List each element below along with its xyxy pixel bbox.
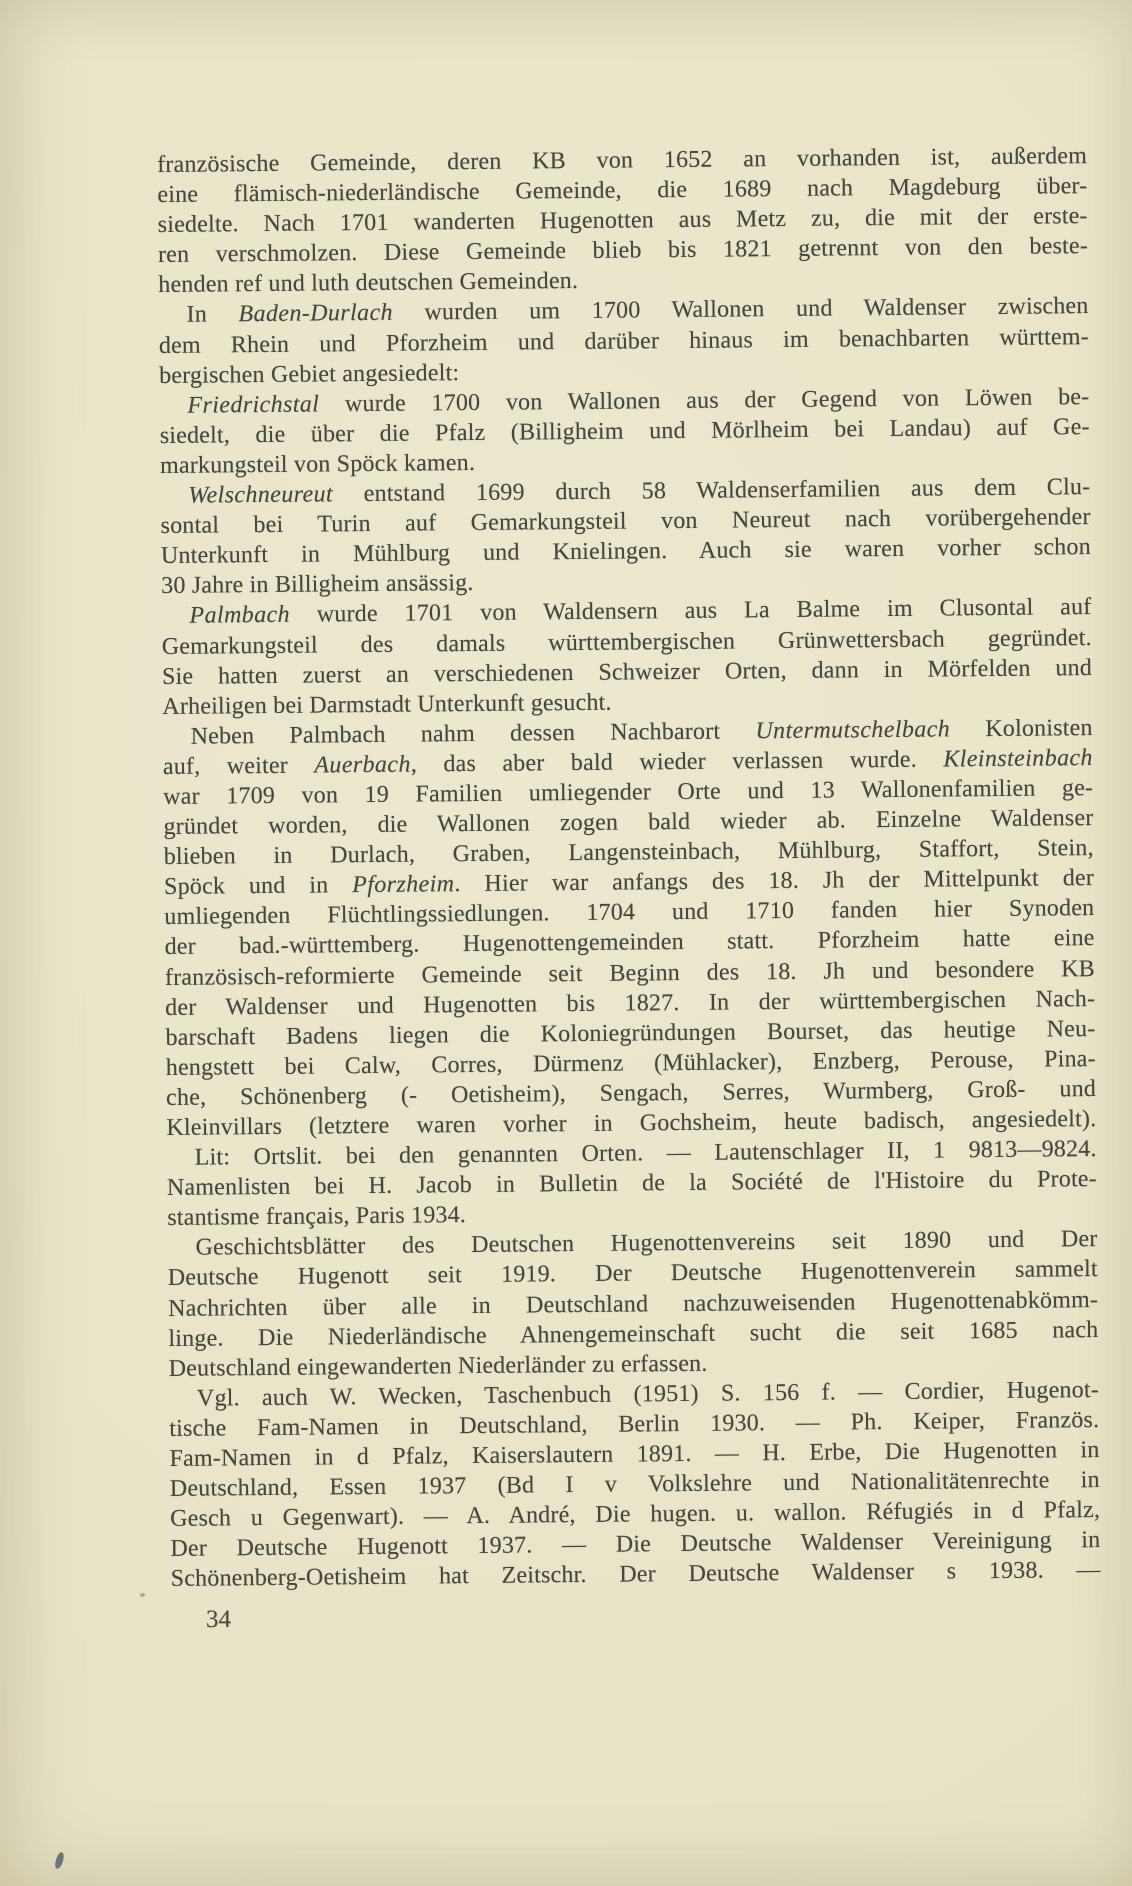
text-segment: Deutschland eingewanderten Niederländer zu erfassen. <box>168 1350 708 1382</box>
paragraph <box>161 592 1092 721</box>
paper-blemish <box>140 1593 145 1597</box>
text-segment: eine flämisch-niederländische Gemeinde, die 1689 nach Magdeburg über- <box>157 173 1088 209</box>
paragraph <box>162 713 1096 1143</box>
text-segment: hengstett bei Calw, Corres, Dürmenz (Mühlacker), Enzberg, Perouse, Pina- <box>165 1045 1096 1081</box>
text-segment: henden ref und luth deutschen Gemeinden. <box>158 268 579 299</box>
text-segment: Unterkunft in Mühlburg und Knielingen. Auch sie waren vorher schon <box>160 534 1091 570</box>
italic-text: Untermutschelbach <box>755 716 951 745</box>
text-segment: französisch-reformierte Gemeinde seit Beginn des 18. Jh und besondere KB <box>164 955 1096 991</box>
paragraph <box>167 1224 1098 1383</box>
page-number: 34 <box>206 1606 231 1633</box>
text-segment: markungsteil von Spöck kamen. <box>159 449 476 479</box>
text-segment: entstand 1699 durch 58 Waldenserfamilien aus dem Clu- <box>332 474 1091 508</box>
paragraph <box>158 292 1089 391</box>
text-segment: war 1709 von 19 Familien umliegender Orte und 13 Wallonenfamilien ge- <box>163 775 1094 810</box>
paragraph <box>167 1134 1098 1233</box>
text-segment: Deutschland, Essen 1937 (Bd I v Volkslehre und Nationalitätenrechte in <box>169 1467 1100 1503</box>
text-segment: Lit: Ortslit. bei den genannten Orten. — Lautenschlager II, 1 9813—9824. <box>194 1136 1097 1171</box>
paragraph <box>169 1375 1101 1595</box>
italic-text: Welschneureut <box>188 481 334 509</box>
text-segment: . Hier war anfangs des 18. Jh der Mittelpunkt der <box>454 865 1095 898</box>
text-segment: linge. Die Niederländische Ahnengemeinschaft sucht die seit 1685 nach <box>168 1316 1099 1352</box>
text-segment: auf, weiter <box>162 752 315 780</box>
text-segment: wurden um 1700 Wallonen und Waldenser zwischen <box>392 293 1089 327</box>
text-segment: Spöck und in <box>163 872 353 901</box>
text-segment: Deutsche Hugenott seit 1919. Der Deutsche Hugenottenverein sammelt <box>167 1256 1098 1292</box>
text-segment: umliegenden Flüchtlingssiedlungen. 1704 und 1710 fanden hier Synoden <box>164 895 1095 931</box>
italic-text: Baden-Durlach <box>238 300 394 328</box>
text-segment: siedelt, die über die Pfalz (Billigheim und Mörlheim bei Landau) auf Ge- <box>159 413 1090 449</box>
text-segment: Der Deutsche Hugenott 1937. — Die Deutsche Waldenser Vereinigung in <box>170 1527 1101 1563</box>
text-segment: 30 Jahre in Billigheim ansässig. <box>161 570 474 600</box>
text-segment: Kleinvillars (letztere waren vorher in Gochsheim, heute badisch, angesiedelt). <box>166 1106 1097 1141</box>
text-segment: Sie hatten zuerst an verschiedenen Schweizer Orten, dann in Mörfelden und <box>161 654 1093 690</box>
text-segment: che, Schönenberg (- Oetisheim), Sengach, Serres, Wurmberg, Groß- und <box>165 1075 1097 1111</box>
text-segment: bergischen Gebiet angesiedelt: <box>159 359 460 389</box>
italic-text: Friedrichstal <box>187 391 320 419</box>
paragraph <box>159 382 1090 481</box>
text-segment: Gemarkungsteil des damals württembergischen Grünwettersbach gegründet. <box>161 624 1092 660</box>
paragraph <box>160 472 1091 601</box>
text-segment: tische Fam-Namen in Deutschland, Berlin 1930. — Ph. Keiper, Französ. <box>169 1406 1100 1442</box>
text-segment: französische Gemeinde, deren KB von 1652 an vorhanden ist, außerdem <box>157 143 1088 178</box>
text-segment: Fam-Namen in d Pfalz, Kaiserslautern 1891. — H. Erbe, Die Hugenotten in <box>169 1437 1100 1472</box>
text-segment: dem Rhein und Pforzheim und darüber hinaus im benachbarten württem- <box>158 323 1089 359</box>
text-segment: In <box>186 301 239 329</box>
text-segment: Neben Palmbach nahm dessen Nachbarort <box>190 718 756 750</box>
text-block <box>157 141 1101 1594</box>
text-segment: gründet worden, die Wallonen zogen bald wieder ab. Einzelne Waldenser <box>163 805 1094 841</box>
text-segment: siedelte. Nach 1701 wanderten Hugenotten aus Metz zu, die mit der erste- <box>157 203 1088 239</box>
italic-text: Kleinsteinbach <box>943 744 1094 773</box>
paragraph <box>157 141 1088 300</box>
text-segment: , das aber bald wieder verlassen wurde. <box>410 746 944 778</box>
text-segment: Kolonisten <box>950 714 1093 743</box>
text-segment: Nachrichten über alle in Deutschland nachzuweisenden Hugenottenabkömm- <box>167 1286 1099 1322</box>
ink-speck <box>54 1851 66 1869</box>
text-segment: wurde 1701 von Waldensern aus La Balme im Clusontal auf <box>289 594 1092 629</box>
italic-text: Auerbach <box>314 751 411 779</box>
text-segment: der bad.-württemberg. Hugenottengemeinden statt. Pforzheim hatte eine <box>164 925 1095 961</box>
text-segment: Gesch u Gegenwart). — A. André, Die hugen. u. wallon. Réfugiés in d Pfalz, <box>170 1497 1101 1533</box>
text-segment: sontal bei Turin auf Gemarkungsteil von Neureut nach vorübergehender <box>160 504 1091 540</box>
italic-text: Pforzheim <box>352 871 455 899</box>
text-segment: der Waldenser und Hugenotten bis 1827. In der württembergischen Nach- <box>165 985 1096 1021</box>
text-segment: wurde 1700 von Wallonen aus der Gegend von Löwen be- <box>319 383 1090 418</box>
text-segment: Geschichtsblätter des Deutschen Hugenottenvereins seit 1890 und Der <box>195 1226 1098 1262</box>
italic-text: Palmbach <box>189 602 291 630</box>
text-segment: Arheiligen bei Darmstadt Unterkunft gesucht. <box>162 689 612 720</box>
text-segment: Vgl. auch W. Wecken, Taschenbuch (1951) S. 156 f. — Cordier, Hugenot- <box>196 1376 1100 1412</box>
text-segment: stantisme français, Paris 1934. <box>167 1202 467 1232</box>
text-segment: blieben in Durlach, Graben, Langensteinbach, Mühlburg, Staffort, Stein, <box>163 835 1094 871</box>
text-segment: Namenlisten bei H. Jacob in Bulletin de la Société de l'Histoire du Prote- <box>166 1166 1098 1202</box>
text-segment: ren verschmolzen. Diese Gemeinde blieb bis 1821 getrennt von den beste- <box>157 233 1089 269</box>
text-segment: Schönenberg-Oetisheim hat Zeitschr. Der Deutsche Waldenser s 1938. — <box>170 1557 1101 1593</box>
text-segment: barschaft Badens liegen die Koloniegründungen Bourset, das heutige Neu- <box>165 1015 1096 1051</box>
